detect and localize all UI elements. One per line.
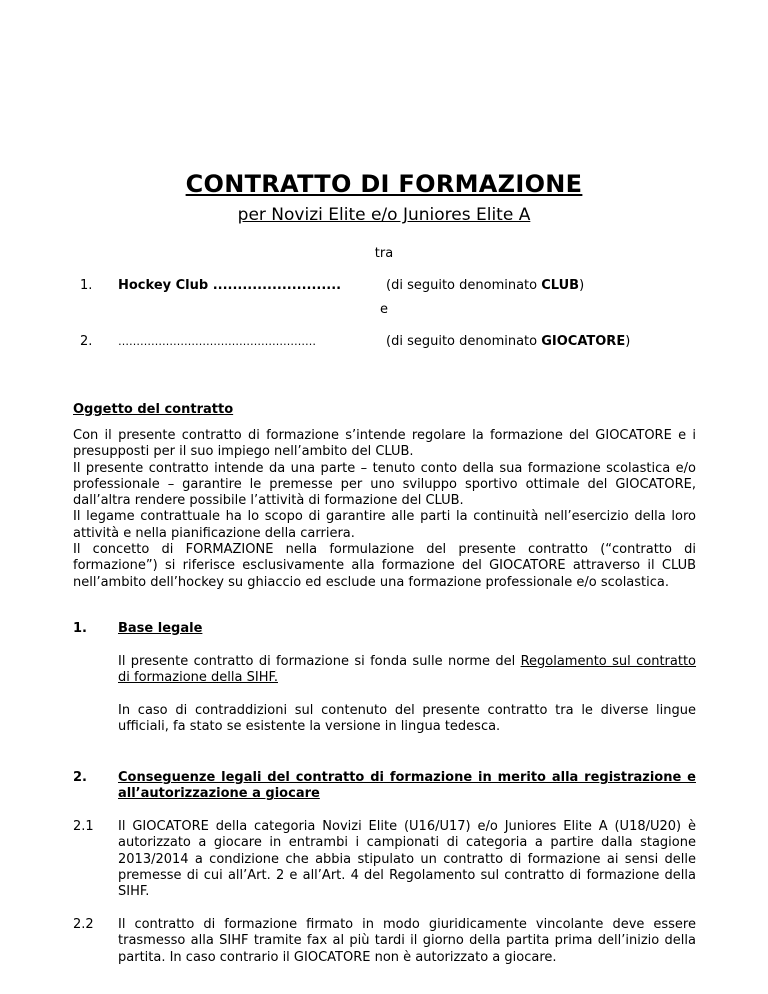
object-line: formazione”) si riferisce esclusivamente alla formazione del GIOCATORE attraverso il CLUB	[73, 558, 696, 574]
item-2-1-line: premesse di cui all’Art. 2 e all’Art. 4 del Regolamento sul contratto di formazione della	[118, 867, 696, 883]
object-line: Il legame contrattuale ha lo scopo di garantire alle parti la continuità nell’esercizio della loro	[73, 509, 696, 525]
regulation-link[interactable]: Regolamento sul contratto	[520, 654, 697, 669]
section1-p2-line: In caso di contraddizioni sul contenuto del presente contratto tra le diverse lingue	[118, 703, 696, 718]
party2-role-term: GIOCATORE	[541, 334, 626, 349]
between-word: tra	[374, 246, 394, 261]
object-heading: Oggetto del contratto	[73, 402, 234, 417]
object-paragraph	[73, 428, 696, 591]
object-line: Il concetto di FORMAZIONE nella formulazione del presente contratto (“contratto di	[73, 542, 696, 558]
party2-role-prefix: (di seguito denominato	[386, 334, 542, 349]
party2-role	[386, 334, 630, 350]
item-2-1-line: SIHF.	[118, 884, 150, 900]
party1-number: 1.	[80, 278, 93, 293]
item-2-2-number: 2.2	[73, 917, 94, 932]
document-title: CONTRATTO DI FORMAZIONE	[185, 170, 583, 198]
item-2-2-line: Il contratto di formazione firmato in modo giuridicamente vincolante deve essere	[118, 917, 696, 932]
section2-heading	[118, 770, 696, 803]
section1-paragraph2	[118, 703, 696, 736]
item-2-2-line: partita. In caso contrario il GIOCATORE non è autorizzato a giocare.	[118, 949, 557, 965]
section2-heading-line2: all’autorizzazione a giocare	[118, 786, 320, 802]
section1-number: 1.	[73, 621, 87, 636]
section1-p1-text: Il presente contratto di formazione si fonda sulle norme del	[118, 654, 521, 669]
object-line: presupposti per il suo impiego nell’ambito del CLUB.	[73, 444, 414, 460]
party2-role-suffix: )	[625, 334, 631, 349]
item-2-2-text	[118, 917, 696, 966]
object-line: professionale – garantire le premesse per uno sviluppo sportivo ottimale del GIOCATORE,	[73, 476, 696, 492]
party2-name: ………………………………………………	[118, 335, 316, 348]
object-line: Il presente contratto intende da una parte – tenuto conto della sua formazione scolastica e/o	[73, 460, 696, 476]
party1-role-suffix: )	[579, 278, 585, 293]
section1-p2-line: ufficiali, fa stato se esistente la versione in lingua tedesca.	[118, 719, 501, 735]
item-2-1-number: 2.1	[73, 819, 94, 834]
section1-p1-line2	[118, 670, 696, 686]
section1-paragraph1	[118, 654, 696, 687]
party1-name: Hockey Club ..........................	[118, 278, 342, 293]
item-2-2-line: trasmesso alla SIHF tramite fax al più tardi il giorno della partita prima dell’inizio della	[118, 933, 696, 949]
section1-heading: Base legale	[118, 621, 203, 636]
item-2-1-line: 2013/2014 a condizione che abbia stipulato un contratto di formazione ai sensi delle	[118, 851, 696, 867]
object-line: nell’ambito dell’hockey su ghiaccio ed esclude una formazione professionale e/o scolastica.	[73, 574, 670, 590]
object-line: dall’altra rendere possibile l’attività di formazione del CLUB.	[73, 493, 464, 509]
party2-number: 2.	[80, 334, 93, 349]
section2-heading-line1: Conseguenze legali del contratto di formazione in merito alla registrazione e	[118, 770, 696, 785]
item-2-1-line: autorizzato a giocare in entrambi i campionati di categoria a partire dalla stagione	[118, 835, 696, 851]
party1-role-term: CLUB	[541, 278, 580, 293]
item-2-1-line: Il GIOCATORE della categoria Novizi Elite (U16/U17) e/o Juniores Elite A (U18/U20) è	[118, 819, 696, 834]
party1-role	[386, 278, 584, 294]
document-subtitle: per Novizi Elite e/o Juniores Elite A	[237, 205, 531, 225]
and-word: e	[380, 302, 388, 317]
section1-p1-line1	[118, 654, 696, 670]
object-line: attività e nella pianificazione della carriera.	[73, 525, 355, 541]
section2-number: 2.	[73, 770, 87, 785]
object-line: Con il presente contratto di formazione s’intende regolare la formazione del GIOCATORE e i	[73, 428, 696, 443]
regulation-link-continued[interactable]: di formazione della SIHF.	[118, 670, 278, 686]
party1-role-prefix: (di seguito denominato	[386, 278, 542, 293]
item-2-1-text	[118, 819, 696, 900]
